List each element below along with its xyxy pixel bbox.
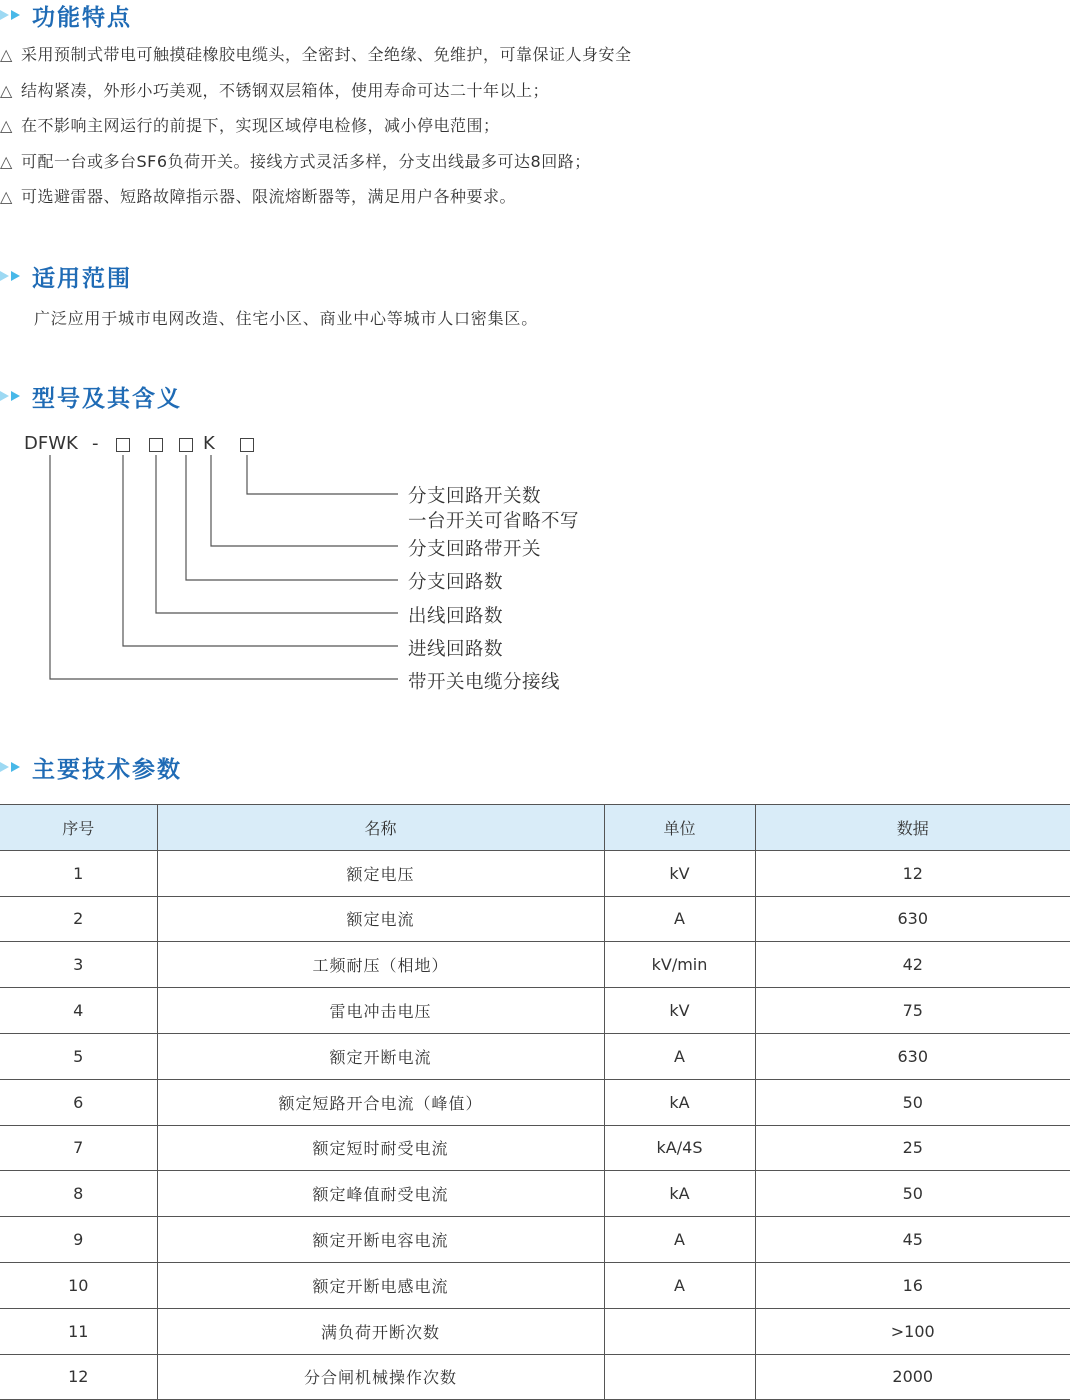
table-row: 12 分合闸机械操作次数 2000	[0, 1354, 1070, 1400]
table-row: 3 工频耐压（相地） kV/min 42	[0, 942, 1070, 988]
leader-line	[211, 455, 398, 546]
leader-line	[156, 455, 398, 613]
triangle-bullet-icon: △	[0, 80, 13, 100]
header-name: 名称	[157, 805, 604, 851]
label-branch-switch-count: 分支回路开关数	[408, 486, 542, 507]
triangle-bullet-icon: △	[0, 151, 13, 171]
table-row: 10 额定开断电感电流 A 16	[0, 1262, 1070, 1308]
table-row: 7 额定短时耐受电流 kA/4S 25	[0, 1125, 1070, 1171]
feature-item: △ 采用预制式带电可触摸硅橡胶电缆头，全密封、全绝缘、免维护，可靠保证人身安全	[0, 42, 632, 78]
table-row: 5 额定开断电流 A 630	[0, 1033, 1070, 1079]
section-title-model: 型号及其含义	[32, 385, 182, 412]
feature-item: △ 在不影响主网运行的前提下，实现区域停电检修，减小停电范围；	[0, 113, 632, 149]
triangle-bullet-icon: △	[0, 187, 13, 206]
table-row: 9 额定开断电容电流 A 45	[0, 1217, 1070, 1263]
model-prefix: DFWK	[24, 433, 78, 454]
label-cable-branch-with-switch: 带开关电缆分接线	[408, 672, 561, 693]
label-incoming-count: 进线回路数	[408, 639, 504, 660]
table-header-row	[0, 805, 1070, 851]
header-unit: 单位	[604, 805, 755, 851]
section-header-params	[0, 752, 182, 782]
leader-line	[123, 455, 398, 646]
label-branch-with-switch: 分支回路带开关	[408, 539, 542, 560]
params-table	[0, 804, 1070, 1400]
feature-item: △ 可配一台或多台SF6负荷开关。接线方式灵活多样，分支出线最多可达8回路；	[0, 149, 632, 185]
table-row: 11 满负荷开断次数 >100	[0, 1308, 1070, 1354]
table-row: 4 雷电冲击电压 kV 75	[0, 988, 1070, 1034]
feature-item: △ 结构紧凑，外形小巧美观，不锈钢双层箱体，使用寿命可达二十年以上；	[0, 78, 632, 114]
table-row: 6 额定短路开合电流（峰值） kA 50	[0, 1079, 1070, 1125]
feature-item: △ 可选避雷器、短路故障指示器、限流熔断器等，满足用户各种要求。	[0, 184, 632, 220]
triangle-bullet-icon: △	[0, 45, 13, 64]
table-row: 1 额定电压 kV 12	[0, 850, 1070, 896]
section-title-features: 功能特点	[32, 4, 132, 31]
table-row: 8 额定峰值耐受电流 kA 50	[0, 1171, 1070, 1217]
label-branch-switch-note: 一台开关可省略不写	[408, 511, 580, 532]
leader-line	[186, 455, 398, 580]
model-dash: -	[92, 433, 99, 454]
leader-line	[247, 455, 398, 494]
double-arrow-icon	[0, 762, 22, 772]
section-title-params: 主要技术参数	[32, 756, 182, 783]
triangle-bullet-icon: △	[0, 116, 13, 135]
label-branch-count: 分支回路数	[408, 572, 504, 593]
header-value: 数据	[755, 805, 1070, 851]
section-title-scope: 适用范围	[32, 265, 132, 292]
scope-text: 广泛应用于城市电网改造、住宅小区、商业中心等城市人口密集区。	[34, 309, 539, 328]
table-row: 2 额定电流 A 630	[0, 896, 1070, 942]
model-k-letter: K	[203, 433, 215, 454]
header-index: 序号	[0, 805, 157, 851]
label-outgoing-count: 出线回路数	[408, 606, 504, 627]
